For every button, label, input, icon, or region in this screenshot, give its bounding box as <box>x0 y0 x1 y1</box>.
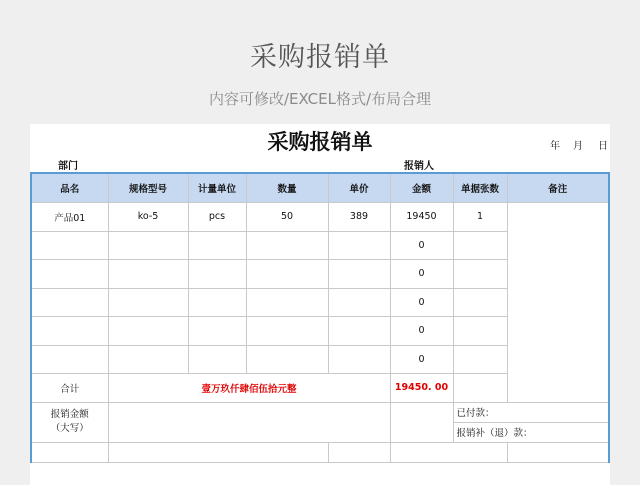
table-cell[interactable] <box>453 231 507 260</box>
date-month: 月 <box>573 141 583 152</box>
date-day: 日 <box>598 141 608 152</box>
table-cell[interactable] <box>453 288 507 317</box>
spreadsheet-sheet <box>30 124 610 485</box>
table-cell[interactable]: 19450 <box>390 203 453 232</box>
table-cell[interactable] <box>31 231 108 260</box>
table-cell[interactable] <box>188 260 246 289</box>
table-cell[interactable] <box>328 231 390 260</box>
column-header[interactable]: 单价 <box>328 173 390 203</box>
table-cell[interactable] <box>246 260 328 289</box>
table-cell[interactable] <box>328 345 390 374</box>
table-cell[interactable] <box>108 231 188 260</box>
date-year: 年 <box>550 141 560 152</box>
total-amount-words[interactable]: 壹万玖仟肆佰伍拾元整 <box>108 374 390 403</box>
table-cell[interactable]: 0 <box>390 231 453 260</box>
table-cell[interactable] <box>188 317 246 346</box>
table-cell[interactable]: pcs <box>188 203 246 232</box>
dept-label: 部门 <box>58 161 78 172</box>
table-cell[interactable]: 1 <box>453 203 507 232</box>
table-cell[interactable] <box>328 260 390 289</box>
table-cell[interactable] <box>246 345 328 374</box>
form-title: 采购报销单 <box>267 130 373 154</box>
table-cell[interactable] <box>328 442 390 462</box>
total-amount[interactable]: 19450. 00 <box>390 374 453 403</box>
table-cell[interactable]: 产品01 <box>31 203 108 232</box>
table-cell[interactable] <box>328 317 390 346</box>
table-cell[interactable] <box>328 288 390 317</box>
table-cell[interactable] <box>31 317 108 346</box>
refund-label: 报销补（退）款： <box>453 422 609 442</box>
table-cell[interactable]: 50 <box>246 203 328 232</box>
table-cell[interactable] <box>108 260 188 289</box>
table-cell[interactable]: 0 <box>390 317 453 346</box>
column-header[interactable]: 金额 <box>390 173 453 203</box>
table-cell[interactable] <box>246 317 328 346</box>
table-cell[interactable]: ko-5 <box>108 203 188 232</box>
table-cell[interactable] <box>390 402 453 442</box>
table-cell[interactable] <box>108 345 188 374</box>
amount-caps-label-line1: 报销金额 <box>50 409 89 420</box>
claimant-label: 报销人 <box>404 161 434 172</box>
page-title: 采购报销单 <box>250 42 390 73</box>
table-cell[interactable] <box>108 317 188 346</box>
table-cell[interactable] <box>31 288 108 317</box>
table-cell[interactable] <box>31 260 108 289</box>
table-cell[interactable] <box>453 317 507 346</box>
table-cell[interactable] <box>453 345 507 374</box>
table-cell[interactable]: 0 <box>390 345 453 374</box>
column-header[interactable]: 备注 <box>507 173 609 203</box>
column-header[interactable]: 计量单位 <box>188 173 246 203</box>
column-header[interactable]: 数量 <box>246 173 328 203</box>
table-cell[interactable] <box>108 442 328 462</box>
table-cell[interactable] <box>31 345 108 374</box>
amount-caps-label-line2: （大写） <box>50 423 89 434</box>
table-header-row <box>31 173 609 203</box>
remarks-cell[interactable] <box>507 203 609 403</box>
table-row <box>31 442 609 462</box>
table-cell[interactable] <box>246 288 328 317</box>
expense-table <box>30 172 610 463</box>
page-subtitle: 内容可修改/EXCEL格式/布局合理 <box>208 90 432 108</box>
table-cell[interactable] <box>31 442 108 462</box>
table-cell[interactable]: 0 <box>390 260 453 289</box>
table-cell[interactable] <box>390 442 507 462</box>
table-cell[interactable]: 0 <box>390 288 453 317</box>
table-cell[interactable] <box>188 345 246 374</box>
table-cell[interactable] <box>188 231 246 260</box>
column-header[interactable]: 单据张数 <box>453 173 507 203</box>
table-cell[interactable] <box>507 442 609 462</box>
table-cell[interactable] <box>108 288 188 317</box>
column-header[interactable]: 品名 <box>31 173 108 203</box>
paid-label: 已付款： <box>453 402 609 422</box>
table-cell[interactable]: 389 <box>328 203 390 232</box>
table-cell[interactable] <box>188 288 246 317</box>
table-cell[interactable] <box>453 374 507 403</box>
table-cell[interactable] <box>453 260 507 289</box>
column-header[interactable]: 规格型号 <box>108 173 188 203</box>
total-label: 合计 <box>31 374 108 403</box>
amount-caps-row <box>31 402 609 422</box>
table-cell[interactable] <box>246 231 328 260</box>
table-row <box>31 203 609 232</box>
amount-caps-value[interactable] <box>108 402 390 442</box>
amount-caps-label <box>31 402 108 442</box>
